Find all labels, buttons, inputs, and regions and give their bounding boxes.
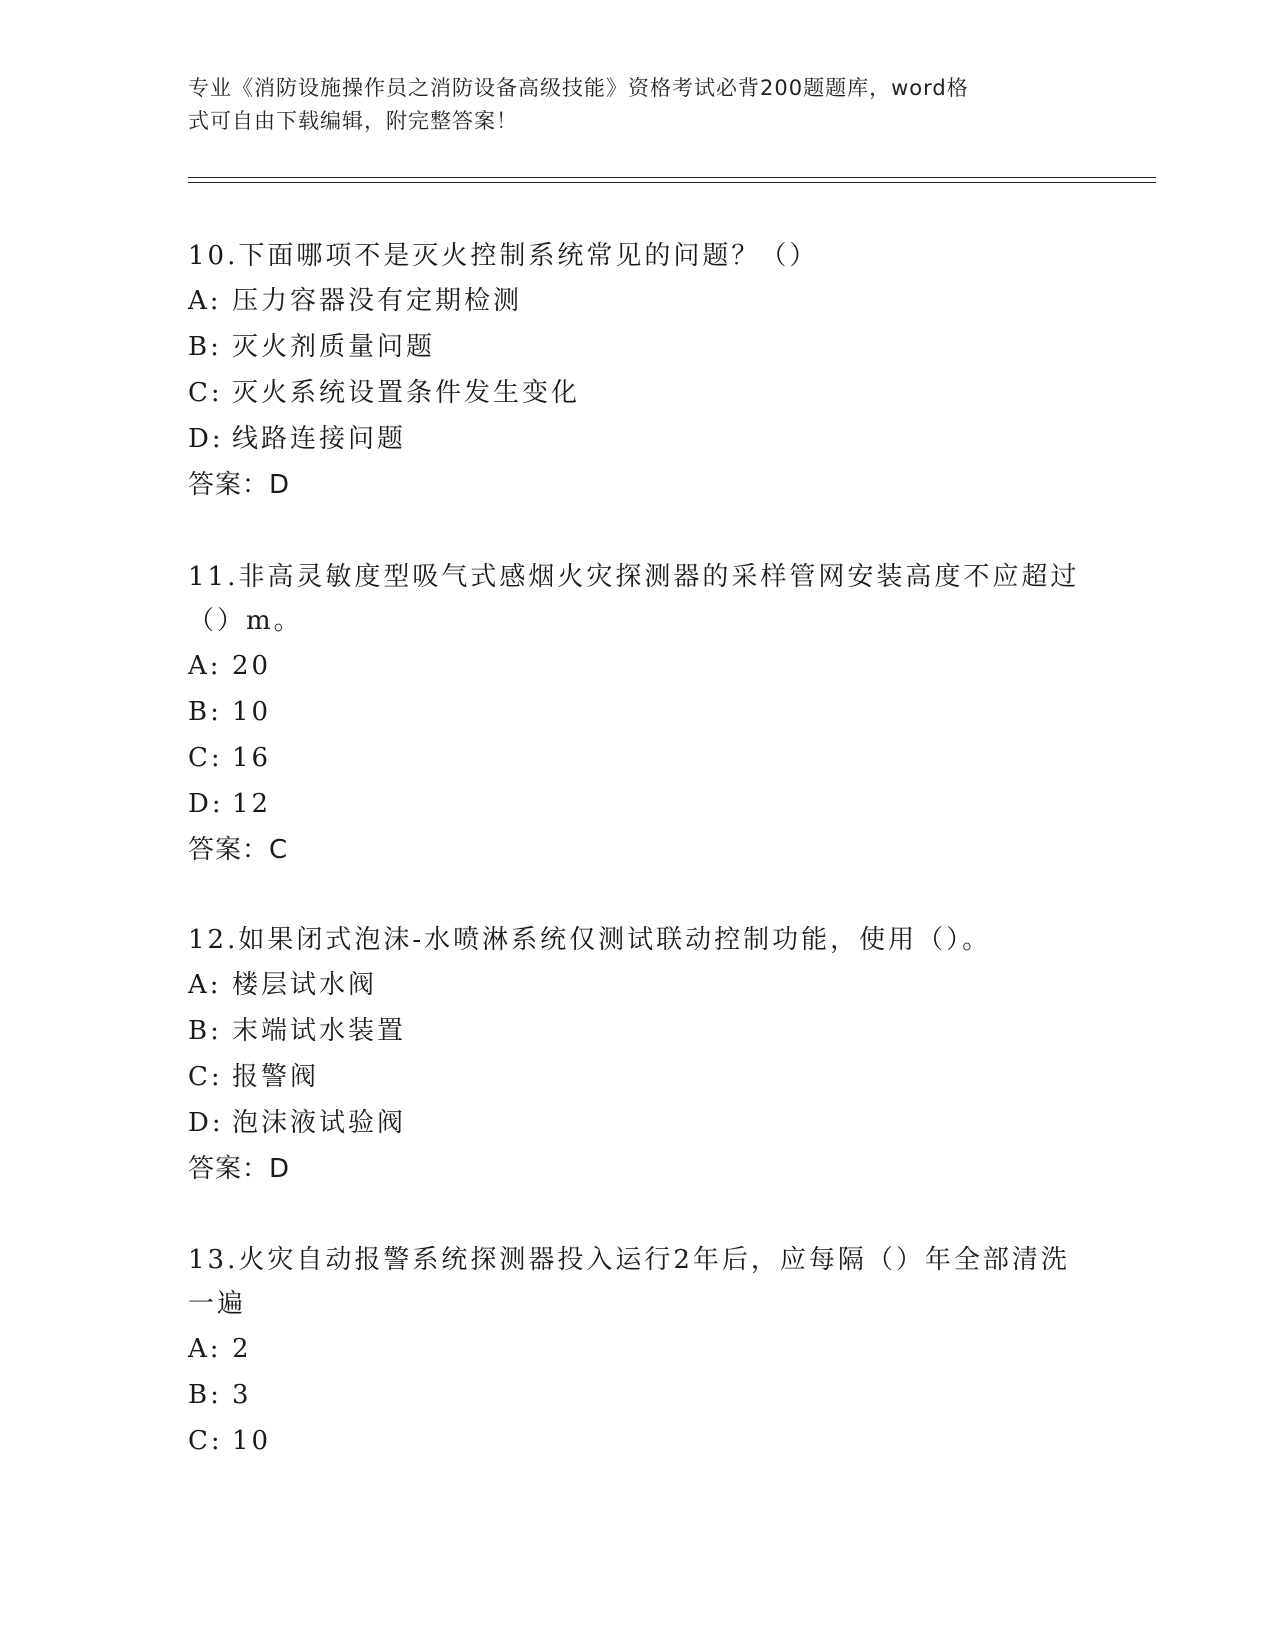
option-c xyxy=(188,735,1088,781)
option-c xyxy=(188,370,1088,416)
answer-line xyxy=(188,827,1088,873)
option-text: 3 xyxy=(232,1380,252,1410)
option-text: 线路连接问题 xyxy=(232,424,407,454)
option-a xyxy=(188,962,1088,1008)
option-letter: B: xyxy=(188,1380,222,1410)
option-d xyxy=(188,781,1088,827)
header-line-2: 式可自由下载编辑，附完整答案！ xyxy=(188,109,518,133)
question-12 xyxy=(188,918,1088,1192)
option-letter: D: xyxy=(188,424,224,454)
option-text: 2 xyxy=(232,1334,252,1364)
answer-line xyxy=(188,1146,1088,1192)
option-b xyxy=(188,324,1088,370)
header-divider-top xyxy=(188,177,1156,178)
option-b xyxy=(188,1372,1088,1418)
answer-label: 答案： xyxy=(188,470,270,500)
answer-label: 答案： xyxy=(188,1154,270,1184)
option-text: 压力容器没有定期检测 xyxy=(232,286,523,316)
option-a xyxy=(188,643,1088,689)
option-letter: A: xyxy=(188,1334,222,1364)
option-letter: D: xyxy=(188,789,224,819)
option-a xyxy=(188,1326,1088,1372)
option-text: 10 xyxy=(232,1426,272,1456)
option-text: 泡沫液试验阀 xyxy=(232,1108,407,1138)
document-header xyxy=(188,72,1088,138)
option-letter: C: xyxy=(188,1062,223,1092)
option-b xyxy=(188,1008,1088,1054)
header-divider-bottom xyxy=(188,182,1156,183)
option-text: 楼层试水阀 xyxy=(232,970,378,1000)
option-text: 20 xyxy=(232,651,272,681)
option-c xyxy=(188,1418,1088,1464)
question-10 xyxy=(188,234,1088,508)
option-letter: A: xyxy=(188,651,222,681)
option-text: 灭火系统设置条件发生变化 xyxy=(232,378,581,408)
option-letter: B: xyxy=(188,697,222,727)
question-stem: 11.非高灵敏度型吸气式感烟火灾探测器的采样管网安装高度不应超过 xyxy=(188,562,1080,592)
option-text: 10 xyxy=(232,697,272,727)
option-a xyxy=(188,278,1088,324)
question-stem: 12.如果闭式泡沫-水喷淋系统仅测试联动控制功能，使用（）。 xyxy=(188,925,992,955)
option-c xyxy=(188,1054,1088,1100)
question-stem: 13.火灾自动报警系统探测器投入运行2年后，应每隔（）年全部清洗 xyxy=(188,1245,1070,1275)
option-letter: A: xyxy=(188,286,222,316)
option-text: 16 xyxy=(232,743,272,773)
option-text: 灭火剂质量问题 xyxy=(232,332,436,362)
answer-line xyxy=(188,462,1088,508)
option-text: 12 xyxy=(232,789,272,819)
option-letter: A: xyxy=(188,970,222,1000)
answer-value: D xyxy=(269,1154,291,1184)
option-text: 末端试水装置 xyxy=(232,1016,407,1046)
option-d xyxy=(188,1100,1088,1146)
question-stem: 10.下面哪项不是灭火控制系统常见的问题？（） xyxy=(188,241,819,271)
option-d xyxy=(188,416,1088,462)
option-letter: D: xyxy=(188,1108,224,1138)
option-b xyxy=(188,689,1088,735)
option-letter: C: xyxy=(188,378,223,408)
answer-value: C xyxy=(269,835,289,865)
option-text: 报警阀 xyxy=(232,1062,320,1092)
header-line-1: 专业《消防设施操作员之消防设备高级技能》资格考试必背200题题库，word格 xyxy=(188,76,969,100)
question-stem-continuation: 一遍 xyxy=(188,1289,247,1319)
question-stem-continuation: （）m。 xyxy=(188,606,303,636)
option-letter: B: xyxy=(188,1016,222,1046)
answer-label: 答案： xyxy=(188,835,270,865)
question-11 xyxy=(188,555,1088,873)
answer-value: D xyxy=(269,470,291,500)
option-letter: C: xyxy=(188,1426,223,1456)
option-letter: C: xyxy=(188,743,223,773)
question-13 xyxy=(188,1238,1088,1464)
option-letter: B: xyxy=(188,332,222,362)
